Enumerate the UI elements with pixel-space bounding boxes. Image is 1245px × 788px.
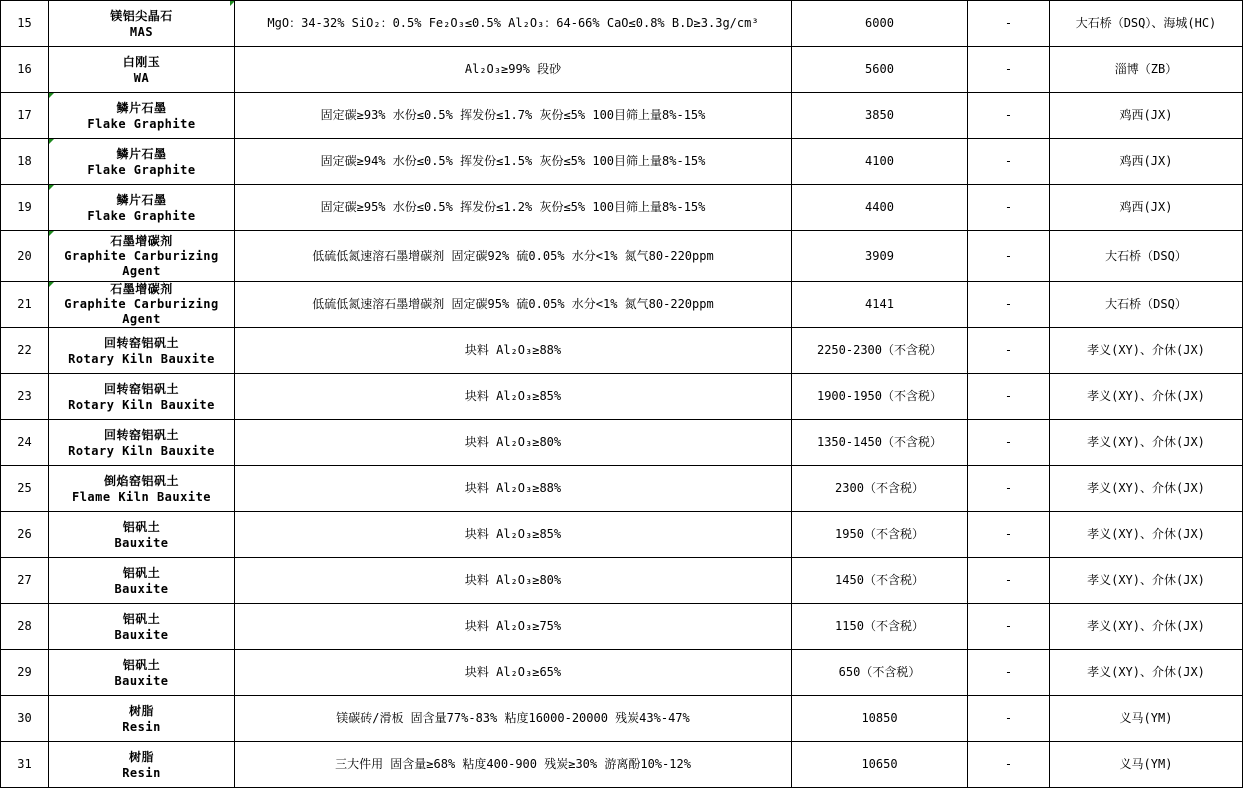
table-row bbox=[1, 420, 1243, 466]
row-number: 28 bbox=[17, 619, 32, 633]
row-number-cell[interactable] bbox=[1, 282, 49, 328]
row-number-cell[interactable] bbox=[1, 420, 49, 466]
specification-cell[interactable] bbox=[235, 1, 792, 47]
price-cell[interactable] bbox=[792, 282, 968, 328]
origin-text: 义马(YM) bbox=[1119, 757, 1173, 771]
product-name-cell[interactable] bbox=[49, 47, 235, 93]
product-name-zh: 铝矾土 bbox=[122, 657, 161, 672]
change-cell[interactable] bbox=[968, 185, 1050, 231]
product-name-en: Graphite Carburizing Agent bbox=[64, 297, 219, 326]
row-number: 16 bbox=[17, 62, 32, 76]
table-row bbox=[1, 650, 1243, 696]
product-name-cell[interactable] bbox=[49, 328, 235, 374]
table-row bbox=[1, 512, 1243, 558]
table-row bbox=[1, 93, 1243, 139]
specification-cell[interactable] bbox=[235, 420, 792, 466]
row-number: 30 bbox=[17, 711, 32, 725]
price-cell[interactable] bbox=[792, 139, 968, 185]
specification-text: 块料 Al₂O₃≥75% bbox=[464, 619, 562, 633]
product-name-zh: 鳞片石墨 bbox=[116, 100, 167, 115]
product-name-cell[interactable] bbox=[49, 466, 235, 512]
change-cell[interactable] bbox=[968, 1, 1050, 47]
comment-indicator-icon[interactable] bbox=[49, 139, 54, 144]
row-number-cell[interactable] bbox=[1, 512, 49, 558]
price-text: 1950（不含税） bbox=[835, 527, 924, 541]
specification-cell[interactable] bbox=[235, 282, 792, 328]
specification-cell[interactable] bbox=[235, 742, 792, 788]
row-number-cell[interactable] bbox=[1, 1, 49, 47]
row-number: 23 bbox=[17, 389, 32, 403]
product-name-en: Flake Graphite bbox=[87, 116, 196, 131]
change-cell[interactable] bbox=[968, 47, 1050, 93]
origin-text: 鸡西(JX) bbox=[1119, 108, 1173, 122]
origin-cell[interactable] bbox=[1050, 604, 1243, 650]
origin-cell[interactable] bbox=[1050, 420, 1243, 466]
price-cell[interactable] bbox=[792, 558, 968, 604]
row-number: 27 bbox=[17, 573, 32, 587]
change-cell[interactable] bbox=[968, 93, 1050, 139]
product-name-cell[interactable] bbox=[49, 231, 235, 282]
origin-text: 义马(YM) bbox=[1119, 711, 1173, 725]
comment-indicator-icon[interactable] bbox=[49, 282, 54, 287]
price-text: 1900-1950（不含税） bbox=[816, 389, 943, 403]
row-number-cell[interactable] bbox=[1, 558, 49, 604]
origin-text: 孝义(XY)、介休(JX) bbox=[1087, 665, 1205, 679]
product-name-cell[interactable] bbox=[49, 139, 235, 185]
row-number-cell[interactable] bbox=[1, 93, 49, 139]
row-number: 17 bbox=[17, 108, 32, 122]
change-cell[interactable] bbox=[968, 558, 1050, 604]
specification-text: 块料 Al₂O₃≥80% bbox=[464, 573, 562, 587]
price-text: 6000 bbox=[865, 16, 894, 30]
change-cell[interactable] bbox=[968, 512, 1050, 558]
product-name-en: Rotary Kiln Bauxite bbox=[68, 351, 215, 366]
table-row bbox=[1, 466, 1243, 512]
row-number-cell[interactable] bbox=[1, 231, 49, 282]
specification-cell[interactable] bbox=[235, 466, 792, 512]
specification-cell[interactable] bbox=[235, 374, 792, 420]
specification-text: MgO：34-32% SiO₂：0.5% Fe₂O₃≤0.5% Al₂O₃：64-66% CaO≤0.8% B.D≥3.3g/cm³ bbox=[267, 16, 759, 30]
specification-cell[interactable] bbox=[235, 650, 792, 696]
price-text: 1450（不含税） bbox=[835, 573, 924, 587]
row-number-cell[interactable] bbox=[1, 47, 49, 93]
row-number-cell[interactable] bbox=[1, 185, 49, 231]
comment-indicator-icon[interactable] bbox=[49, 93, 54, 98]
product-name-en: WA bbox=[133, 70, 150, 85]
product-name-zh: 回转窑铝矾土 bbox=[103, 335, 179, 350]
origin-cell[interactable] bbox=[1050, 139, 1243, 185]
change-text: - bbox=[1004, 108, 1013, 122]
product-name-cell[interactable] bbox=[49, 282, 235, 328]
price-text: 4400 bbox=[865, 200, 894, 214]
change-cell[interactable] bbox=[968, 231, 1050, 282]
change-text: - bbox=[1004, 757, 1013, 771]
row-number: 18 bbox=[17, 154, 32, 168]
change-cell[interactable] bbox=[968, 282, 1050, 328]
row-number: 19 bbox=[17, 200, 32, 214]
price-text: 4100 bbox=[865, 154, 894, 168]
specification-cell[interactable] bbox=[235, 512, 792, 558]
specification-text: 固定碳≥93% 水份≤0.5% 挥发份≤1.7% 灰份≤5% 100目筛上量8%-15% bbox=[320, 108, 706, 122]
product-name-zh: 镁铝尖晶石 bbox=[110, 8, 173, 23]
origin-cell[interactable] bbox=[1050, 558, 1243, 604]
price-cell[interactable] bbox=[792, 185, 968, 231]
change-text: - bbox=[1004, 16, 1013, 30]
origin-cell[interactable] bbox=[1050, 742, 1243, 788]
specification-text: 块料 Al₂O₃≥65% bbox=[464, 665, 562, 679]
origin-text: 大石桥（DSQ） bbox=[1105, 248, 1187, 263]
price-text: 650（不含税） bbox=[838, 665, 921, 679]
origin-cell[interactable] bbox=[1050, 1, 1243, 47]
price-text: 4141 bbox=[865, 297, 894, 311]
specification-cell[interactable] bbox=[235, 93, 792, 139]
product-name-en: Graphite Carburizing Agent bbox=[64, 248, 219, 278]
table-row bbox=[1, 139, 1243, 185]
price-text: 10650 bbox=[861, 757, 898, 771]
product-name-cell[interactable] bbox=[49, 420, 235, 466]
origin-text: 大石桥（DSQ） bbox=[1105, 297, 1187, 311]
price-text: 1150（不含税） bbox=[835, 619, 924, 633]
row-number: 26 bbox=[17, 527, 32, 541]
product-name-zh: 树脂 bbox=[128, 749, 154, 764]
change-text: - bbox=[1004, 619, 1013, 633]
origin-text: 淄博（ZB） bbox=[1114, 62, 1178, 76]
change-cell[interactable] bbox=[968, 650, 1050, 696]
row-number-cell[interactable] bbox=[1, 650, 49, 696]
specification-text: 镁碳砖/滑板 固含量77%-83% 粘度16000-20000 残炭43%-47% bbox=[336, 711, 690, 725]
specification-text: 三大件用 固含量≥68% 粘度400-900 残炭≥30% 游离酚10%-12% bbox=[335, 757, 691, 771]
origin-text: 大石桥（DSQ）、海城(HC) bbox=[1075, 16, 1217, 30]
price-text: 2300（不含税） bbox=[835, 481, 924, 495]
row-number-cell[interactable] bbox=[1, 328, 49, 374]
product-name-cell[interactable] bbox=[49, 512, 235, 558]
row-number: 31 bbox=[17, 757, 32, 771]
change-cell[interactable] bbox=[968, 696, 1050, 742]
change-text: - bbox=[1004, 248, 1013, 263]
specification-text: 块料 Al₂O₃≥85% bbox=[464, 389, 562, 403]
price-cell[interactable] bbox=[792, 604, 968, 650]
price-cell[interactable] bbox=[792, 742, 968, 788]
origin-text: 孝义(XY)、介休(JX) bbox=[1087, 435, 1205, 449]
row-number-cell[interactable] bbox=[1, 374, 49, 420]
table-row bbox=[1, 185, 1243, 231]
product-name-cell[interactable] bbox=[49, 696, 235, 742]
change-text: - bbox=[1004, 297, 1013, 311]
product-name-en: MAS bbox=[129, 24, 154, 39]
table-row bbox=[1, 47, 1243, 93]
specification-text: 固定碳≥94% 水份≤0.5% 挥发份≤1.5% 灰份≤5% 100目筛上量8%-15% bbox=[320, 154, 706, 168]
table-row bbox=[1, 558, 1243, 604]
change-cell[interactable] bbox=[968, 604, 1050, 650]
origin-text: 鸡西(JX) bbox=[1119, 200, 1173, 214]
change-cell[interactable] bbox=[968, 139, 1050, 185]
price-cell[interactable] bbox=[792, 93, 968, 139]
table-row bbox=[1, 328, 1243, 374]
product-name-cell[interactable] bbox=[49, 1, 235, 47]
price-text: 3850 bbox=[865, 108, 894, 122]
table-row bbox=[1, 604, 1243, 650]
origin-cell[interactable] bbox=[1050, 374, 1243, 420]
product-name-en: Rotary Kiln Bauxite bbox=[68, 443, 215, 458]
product-name-zh: 回转窑铝矾土 bbox=[103, 381, 179, 396]
specification-cell[interactable] bbox=[235, 139, 792, 185]
change-cell[interactable] bbox=[968, 742, 1050, 788]
row-number-cell[interactable] bbox=[1, 604, 49, 650]
product-name-zh: 回转窑铝矾土 bbox=[103, 427, 179, 442]
origin-text: 孝义(XY)、介休(JX) bbox=[1087, 481, 1205, 495]
change-text: - bbox=[1004, 62, 1013, 76]
product-name-en: Bauxite bbox=[114, 627, 169, 642]
origin-text: 孝义(XY)、介休(JX) bbox=[1087, 389, 1205, 403]
row-number: 24 bbox=[17, 435, 32, 449]
product-name-cell[interactable] bbox=[49, 374, 235, 420]
row-number-cell[interactable] bbox=[1, 139, 49, 185]
row-number: 22 bbox=[17, 343, 32, 357]
specification-cell[interactable] bbox=[235, 185, 792, 231]
price-text: 5600 bbox=[865, 62, 894, 76]
product-name-en: Bauxite bbox=[114, 535, 169, 550]
product-name-zh: 鳞片石墨 bbox=[116, 192, 167, 207]
product-name-zh: 石墨增碳剂 bbox=[110, 233, 173, 248]
price-cell[interactable] bbox=[792, 1, 968, 47]
origin-cell[interactable] bbox=[1050, 512, 1243, 558]
table-row bbox=[1, 282, 1243, 328]
origin-cell[interactable] bbox=[1050, 696, 1243, 742]
origin-text: 鸡西(JX) bbox=[1119, 154, 1173, 168]
specification-text: 块料 Al₂O₃≥88% bbox=[464, 343, 562, 357]
product-name-cell[interactable] bbox=[49, 650, 235, 696]
table-row bbox=[1, 696, 1243, 742]
specification-cell[interactable] bbox=[235, 231, 792, 282]
row-number-cell[interactable] bbox=[1, 696, 49, 742]
change-cell[interactable] bbox=[968, 420, 1050, 466]
product-name-cell[interactable] bbox=[49, 604, 235, 650]
row-number-cell[interactable] bbox=[1, 742, 49, 788]
product-name-zh: 倒焰窑铝矾土 bbox=[103, 473, 179, 488]
change-text: - bbox=[1004, 343, 1013, 357]
origin-cell[interactable] bbox=[1050, 93, 1243, 139]
table-row bbox=[1, 374, 1243, 420]
change-cell[interactable] bbox=[968, 328, 1050, 374]
comment-indicator-icon[interactable] bbox=[49, 185, 54, 190]
product-name-cell[interactable] bbox=[49, 93, 235, 139]
product-name-en: Flame Kiln Bauxite bbox=[71, 489, 212, 504]
product-name-zh: 鳞片石墨 bbox=[116, 146, 167, 161]
table-body bbox=[1, 1, 1243, 788]
product-name-en: Flake Graphite bbox=[87, 162, 196, 177]
origin-cell[interactable] bbox=[1050, 47, 1243, 93]
specification-text: 低硫低氮速溶石墨增碳剂 固定碳92% 硫0.05% 水分<1% 氮气80-220ppm bbox=[312, 248, 714, 263]
specification-text: 块料 Al₂O₃≥85% bbox=[464, 527, 562, 541]
price-cell[interactable] bbox=[792, 374, 968, 420]
price-cell[interactable] bbox=[792, 696, 968, 742]
change-cell[interactable] bbox=[968, 466, 1050, 512]
specification-text: 块料 Al₂O₃≥88% bbox=[464, 481, 562, 495]
product-name-en: Rotary Kiln Bauxite bbox=[68, 397, 215, 412]
change-text: - bbox=[1004, 527, 1013, 541]
product-name-en: Resin bbox=[122, 719, 161, 734]
price-cell[interactable] bbox=[792, 328, 968, 374]
product-name-en: Flake Graphite bbox=[87, 208, 196, 223]
price-cell[interactable] bbox=[792, 231, 968, 282]
row-number: 15 bbox=[17, 16, 32, 30]
price-text: 2250-2300（不含税） bbox=[816, 343, 943, 357]
specification-cell[interactable] bbox=[235, 47, 792, 93]
product-name-cell[interactable] bbox=[49, 185, 235, 231]
price-text: 1350-1450（不含税） bbox=[816, 435, 943, 449]
origin-text: 孝义(XY)、介休(JX) bbox=[1087, 343, 1205, 357]
specification-text: 块料 Al₂O₃≥80% bbox=[464, 435, 562, 449]
change-text: - bbox=[1004, 481, 1013, 495]
price-cell[interactable] bbox=[792, 466, 968, 512]
price-cell[interactable] bbox=[792, 512, 968, 558]
product-name-zh: 白刚玉 bbox=[122, 54, 161, 69]
change-text: - bbox=[1004, 435, 1013, 449]
change-text: - bbox=[1004, 711, 1013, 725]
change-text: - bbox=[1004, 665, 1013, 679]
product-name-zh: 石墨增碳剂 bbox=[110, 282, 173, 296]
table-row bbox=[1, 1, 1243, 47]
change-text: - bbox=[1004, 389, 1013, 403]
specification-text: 低硫低氮速溶石墨增碳剂 固定碳95% 硫0.05% 水分<1% 氮气80-220ppm bbox=[312, 297, 714, 311]
change-text: - bbox=[1004, 573, 1013, 587]
origin-text: 孝义(XY)、介休(JX) bbox=[1087, 619, 1205, 633]
origin-cell[interactable] bbox=[1050, 466, 1243, 512]
price-cell[interactable] bbox=[792, 420, 968, 466]
product-name-zh: 树脂 bbox=[128, 703, 154, 718]
product-name-cell[interactable] bbox=[49, 742, 235, 788]
row-number-cell[interactable] bbox=[1, 466, 49, 512]
product-name-en: Bauxite bbox=[114, 673, 169, 688]
origin-cell[interactable] bbox=[1050, 328, 1243, 374]
specification-text: Al₂O₃≥99% 段砂 bbox=[464, 62, 562, 76]
row-number: 20 bbox=[17, 248, 32, 263]
origin-text: 孝义(XY)、介休(JX) bbox=[1087, 573, 1205, 587]
product-name-en: Bauxite bbox=[114, 581, 169, 596]
origin-text: 孝义(XY)、介休(JX) bbox=[1087, 527, 1205, 541]
row-number: 29 bbox=[17, 665, 32, 679]
change-cell[interactable] bbox=[968, 374, 1050, 420]
specification-text: 固定碳≥95% 水份≤0.5% 挥发份≤1.2% 灰份≤5% 100目筛上量8%-15% bbox=[320, 200, 706, 214]
origin-cell[interactable] bbox=[1050, 650, 1243, 696]
product-name-en: Resin bbox=[122, 765, 161, 780]
change-text: - bbox=[1004, 154, 1013, 168]
price-cell[interactable] bbox=[792, 650, 968, 696]
product-name-zh: 铝矾土 bbox=[122, 565, 161, 580]
product-name-zh: 铝矾土 bbox=[122, 519, 161, 534]
table-row bbox=[1, 231, 1243, 282]
row-number: 21 bbox=[17, 297, 32, 311]
origin-cell[interactable] bbox=[1050, 282, 1243, 328]
specification-cell[interactable] bbox=[235, 558, 792, 604]
change-text: - bbox=[1004, 200, 1013, 214]
specification-cell[interactable] bbox=[235, 328, 792, 374]
specification-cell[interactable] bbox=[235, 604, 792, 650]
origin-cell[interactable] bbox=[1050, 185, 1243, 231]
row-number: 25 bbox=[17, 481, 32, 495]
product-name-cell[interactable] bbox=[49, 558, 235, 604]
specification-cell[interactable] bbox=[235, 696, 792, 742]
price-text: 3909 bbox=[865, 248, 894, 263]
product-name-zh: 铝矾土 bbox=[122, 611, 161, 626]
table-row bbox=[1, 742, 1243, 788]
price-cell[interactable] bbox=[792, 47, 968, 93]
comment-indicator-icon[interactable] bbox=[49, 231, 54, 236]
price-text: 10850 bbox=[861, 711, 898, 725]
origin-cell[interactable] bbox=[1050, 231, 1243, 282]
